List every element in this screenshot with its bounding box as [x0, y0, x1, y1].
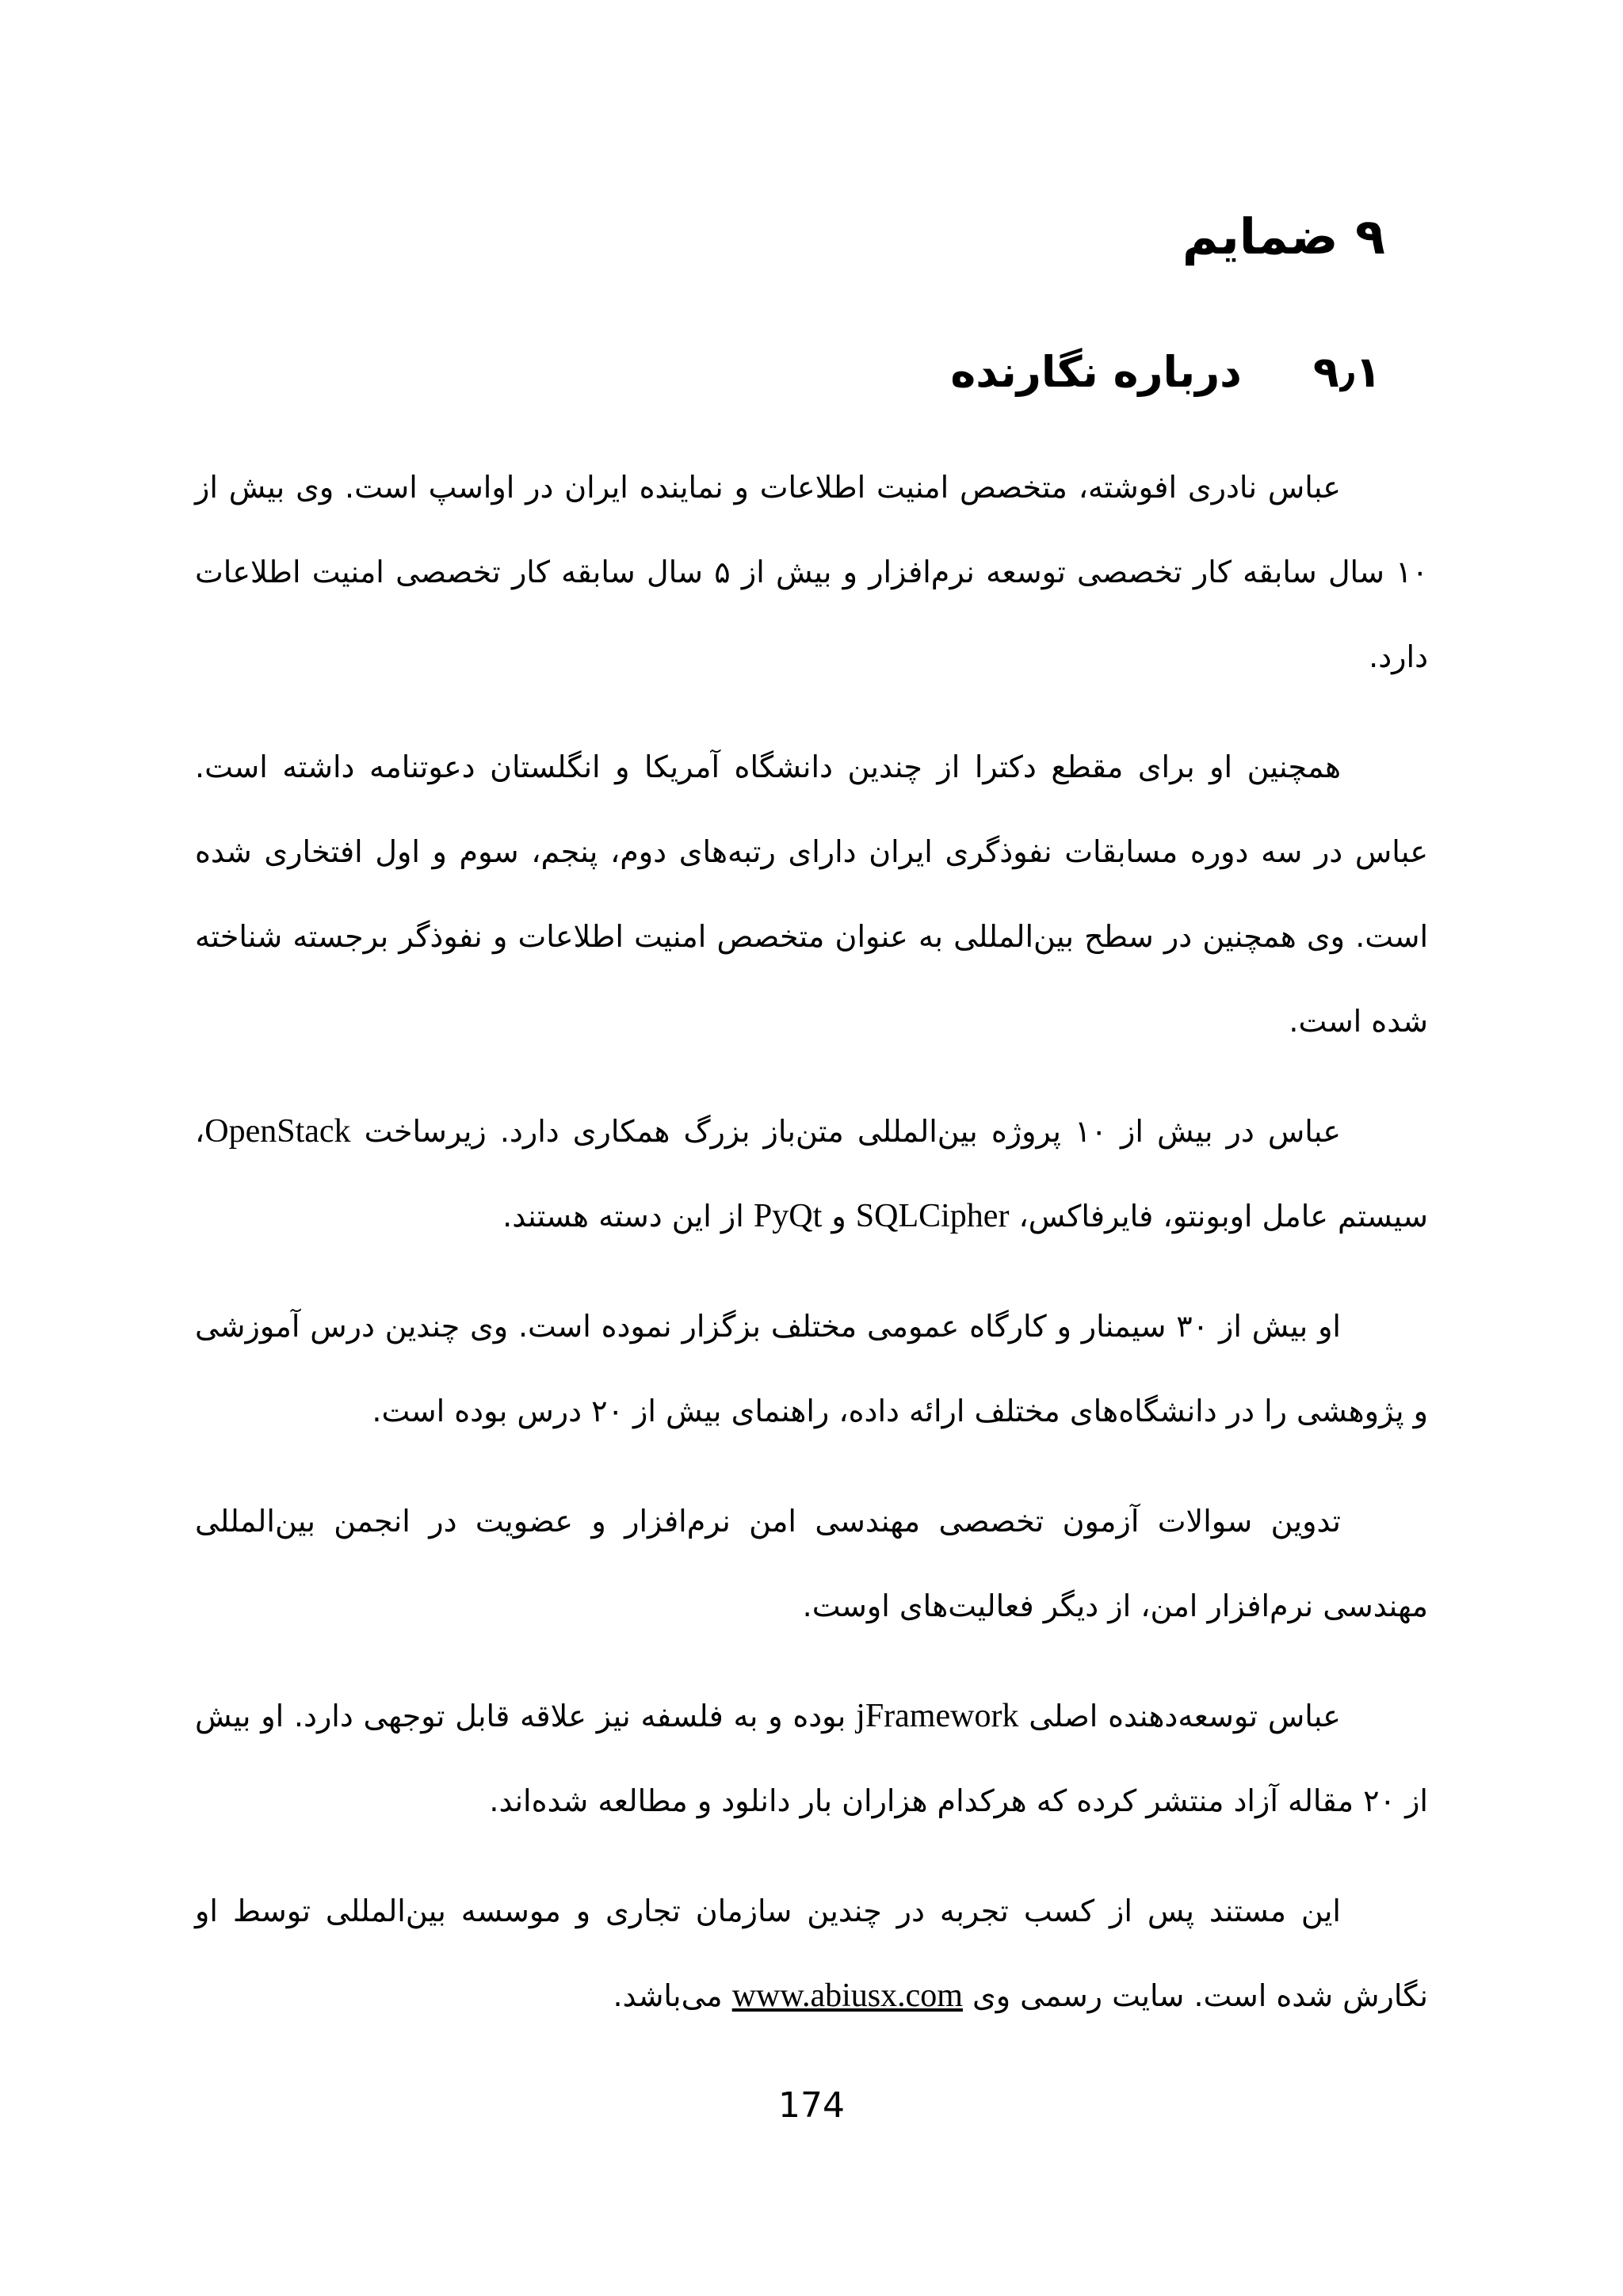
paragraph-3-text-mid1: ، سیستم عامل اوبونتو، فایرفاکس، [195, 1114, 1428, 1234]
paragraph-4: او بیش از ۳۰ سیمنار و کارگاه عمومی مختلف بزگزار نموده است. وی چندین درس آموزشی و پژوهشی را در دانشگاه‌های مختلف ارائه داده، راهنمای بیش از ۲۰ درس بوده است. [195, 1309, 1428, 1428]
page-number: 174 [778, 2085, 845, 2126]
paragraph-2: همچنین او برای مقطع دکترا از چندین دانشگاه آمریکا و انگلستان دعوتنامه داشته است. عباس در سه دوره مسابقات نفوذگری ایران دارای رتبه‌های دوم، پنجم، سوم و اول افتخاری شده است. وی همچنین در سطح بین‌المللی به عنوان متخصص امنیت اطلاعات و نفوذگر برجسته شناخته شده است. [195, 749, 1428, 1039]
term-pyqt: PyQt [753, 1198, 823, 1234]
chapter-number: ۹ [1355, 208, 1385, 265]
paragraph-7 [195, 1869, 1428, 2039]
section-heading [950, 347, 1381, 397]
paragraph-7-text-before: این مستند پس از کسب تجربه در چندین سازمان تجاری و موسسه بین‌المللی توسط او نگارش شده است. سایت رسمی وی [195, 1894, 1428, 2013]
paragraph-6-text-after: بوده و به فلسفه نیز علاقه قابل توجهی دارد. او بیش از ۲۰ مقاله آزاد منتشر کرده که هرکدام هزاران بار دانلود و مطالعه شده‌اند. [195, 1699, 1428, 1818]
chapter-heading [1182, 208, 1385, 265]
paragraph-3 [195, 1089, 1428, 1259]
body-text [195, 445, 1428, 2064]
paragraph-3-text-mid2: و [822, 1199, 856, 1234]
paragraph-1: عباس نادری افوشته، متخصص امنیت اطلاعات و نماینده ایران در اواسپ است. وی بیش از ۱۰ سال سابقه کار تخصصی توسعه نرم‌افزار و بیش از ۵ سال سابقه کار تخصصی امنیت اطلاعات دارد. [195, 470, 1428, 674]
paragraph-6-text-before: عباس توسعه‌دهنده اصلی [1018, 1699, 1341, 1733]
section-title: درباره نگارنده [950, 347, 1242, 397]
paragraph-5: تدوین سوالات آزمون تخصصی مهندسی امن نرم‌افزار و عضویت در انجمن بین‌المللی مهندسی نرم‌افزار امن، از دیگر فعالیت‌های اوست. [195, 1504, 1428, 1623]
chapter-title: ضمایم [1182, 208, 1338, 265]
paragraph-7-text-after: می‌باشد. [613, 1978, 732, 2013]
term-jframework: jFramework [856, 1698, 1019, 1734]
paragraph-6 [195, 1674, 1428, 1844]
term-openstack: OpenStack [204, 1113, 351, 1150]
paragraph-3-text-after: از این دسته هستند. [502, 1199, 754, 1234]
section-number: ۹٫۱ [1312, 347, 1381, 397]
paragraph-3-text-before: عباس در بیش از ۱۰ پروژه بین‌المللی متن‌باز بزرگ همکاری دارد. زیرساخت [350, 1114, 1341, 1149]
website-link[interactable]: www.abiusx.com [731, 1978, 963, 2014]
term-sqlcipher: SQLCipher [855, 1198, 1010, 1234]
